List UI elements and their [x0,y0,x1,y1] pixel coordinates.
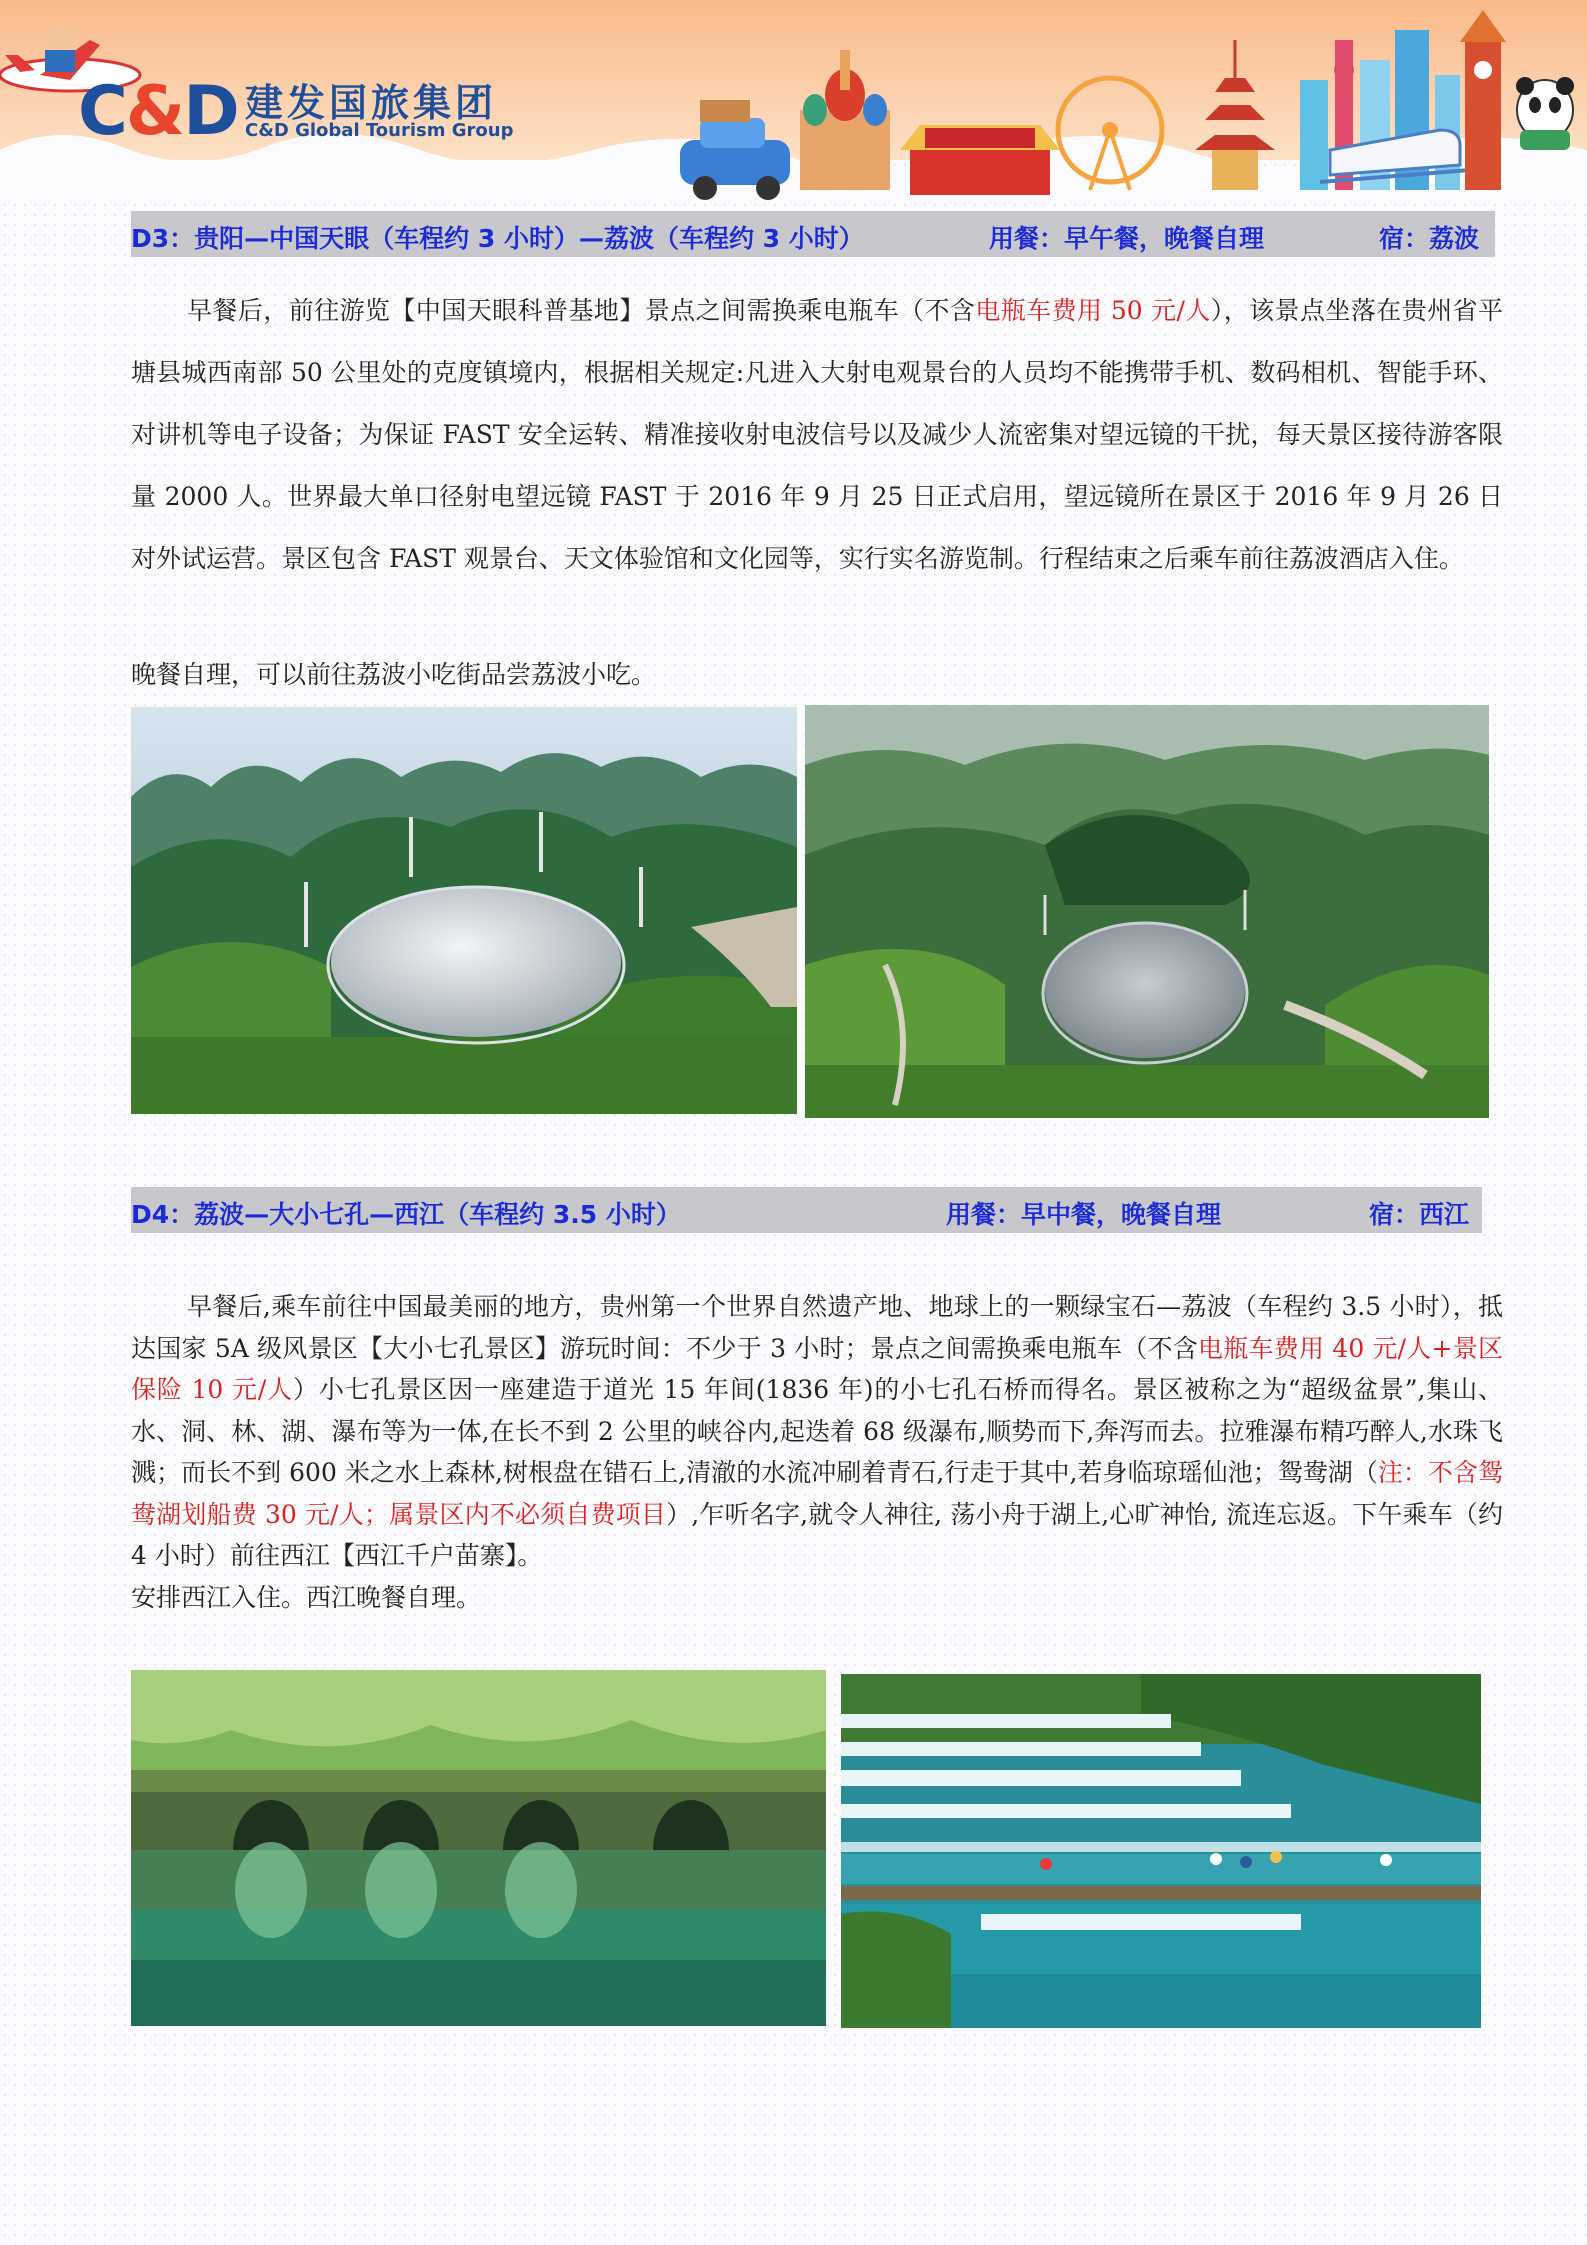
day4-stay-note: 安排西江入住。西江晚餐自理。 [131,1583,482,1612]
day4-boat-fee-note: 注：不含鸳鸯湖划船费 30 元/人；属景区内不必须自费项目 [131,1458,1503,1529]
company-name-cn: 建发国旅集团 [245,81,498,125]
day3-heading [131,211,1495,257]
day4-fee-note: 电瓶车费用 40 元/人+景区保险 10 元/人 [131,1333,1503,1404]
clock-tower-icon [1460,10,1506,190]
day3-stay: 宿：荔波 [1379,224,1480,253]
day4-description: 早餐后,乘车前往中国最美丽的地方，贵州第一个世界自然遗产地、地球上的一颗绿宝石—荔波（车程约 3.5 小时），抵达国家 5A 级风景区【大小七孔景区】游玩时间：不少于 3 小时；景点之间需换乘电瓶车（不含电瓶车费用 40 元/人+景区保险 10 元/人）小七孔景区因一座建造于道光 15 年间(1836 年)的小七孔石桥而得名。景区被称之为“超级盆景”,集山、水、洞、林、湖、瀑布等为一体,在长不到 2 公里的峡谷内,起迭着 68 级瀑布,顺势而下,奔泻而去。拉雅瀑布精巧醉人,水珠飞溅；而长不到 600 米之水上森林,树根盘在错石上,清澈的水流冲刷着青石,行走于其中,若身临琼瑶仙池；鸳鸯湖（注：不含鸳鸯湖划船费 30 元/人；属景区内不必须自费项目）,乍听名字,就令人神往, 荡小舟于湖上,心旷神怡, 流连忘返。下午乘车（约 4 小时）前往西江【西江千户苗寨】。 [131,1292,1503,1570]
day3-title: D3：贵阳—中国天眼（车程约 3 小时）—荔波（车程约 3 小时） [131,224,864,253]
company-logo: C&D [78,72,238,151]
gate-building-icon [900,125,1060,195]
day3-description: 早餐后，前往游览【中国天眼科普基地】景点之间需换乘电瓶车（不含电瓶车费用 50 元/人），该景点坐落在贵州省平塘县城西南部 50 公里处的克度镇境内，根据相关规定:凡进入大射电观景台的人员均不能携带手机、数码相机、智能手环、对讲机等电子设备；为保证 FAST 安全运转、精准接收射电波信号以及减少人流密集对望远镜的干扰，每天景区接待游客限量 2000 人。世界最大单口径射电望远镜 FAST 于 2016 年 9 月 25 日正式启用，望远镜所在景区于 2016 年 9 月 26 日对外试运营。景区包含 FAST 观景台、天文体验馆和文化园等，实行实名游览制。行程结束之后乘车前往荔波酒店入住。 [131,296,1503,573]
company-name-en: C&D Global Tourism Group [245,120,514,141]
panda-icon [1516,77,1574,150]
page-header [0,0,1587,200]
day4-title: D4：荔波—大小七孔—西江（车程约 3.5 小时） [131,1200,681,1229]
day3-fee-note: 电瓶车费用 50 元/人 [975,296,1211,325]
waterfall-steps-photo [841,1674,1481,2028]
day3-dinner-note: 晚餐自理，可以前往荔波小吃街品尝荔波小吃。 [131,660,657,689]
header-banner-illustration [0,0,1587,200]
day4-meals: 用餐：早中餐，晚餐自理 [946,1200,1222,1229]
fast-telescope-photo-2 [805,705,1489,1118]
day3-meals: 用餐：早午餐，晚餐自理 [989,224,1265,253]
day4-stay: 宿：西江 [1369,1200,1470,1229]
fast-telescope-photo-1 [131,707,797,1114]
xiaoqikong-bridge-photo [131,1670,826,2026]
day4-heading [131,1187,1482,1233]
